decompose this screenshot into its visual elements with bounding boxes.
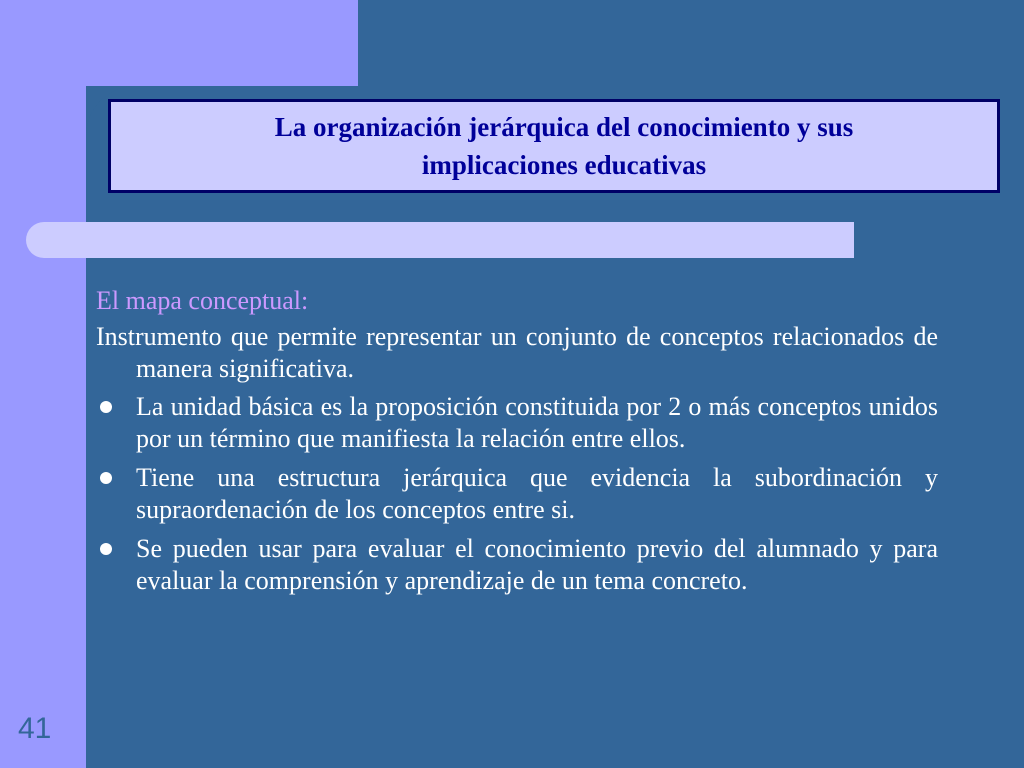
bullet-text: Se pueden usar para evaluar el conocimiento previo del alumnado y para evaluar la comprensión y aprendizaje de un tema concreto. [136,534,938,595]
slide-title: La organización jerárquica del conocimiento y sus implicaciones educativas [274,112,854,180]
bullet-dot-icon [100,472,112,484]
bullet-dot-icon [100,401,112,413]
bullet-item [96,462,938,526]
left-accent-band [0,0,86,768]
bullet-text: La unidad básica es la proposición constituida por 2 o más conceptos unidos por un término que manifiesta la relación entre ellos. [136,392,938,453]
bullet-dot-icon [100,543,112,555]
top-accent-band [0,0,358,86]
slide-subtitle: El mapa conceptual: [96,286,309,315]
intro-paragraph: Instrumento que permite representar un conjunto de conceptos relacionados de manera significativa. [96,322,938,383]
slide-content [96,285,938,604]
title-box [108,99,1000,193]
bullet-item [96,533,938,597]
slide-number: 41 [18,712,52,745]
bullet-item [96,391,938,455]
bullet-text: Tiene una estructura jerárquica que evidencia la subordinación y supraordenación de los conceptos entre si. [136,463,938,524]
decorative-bar [26,222,854,258]
